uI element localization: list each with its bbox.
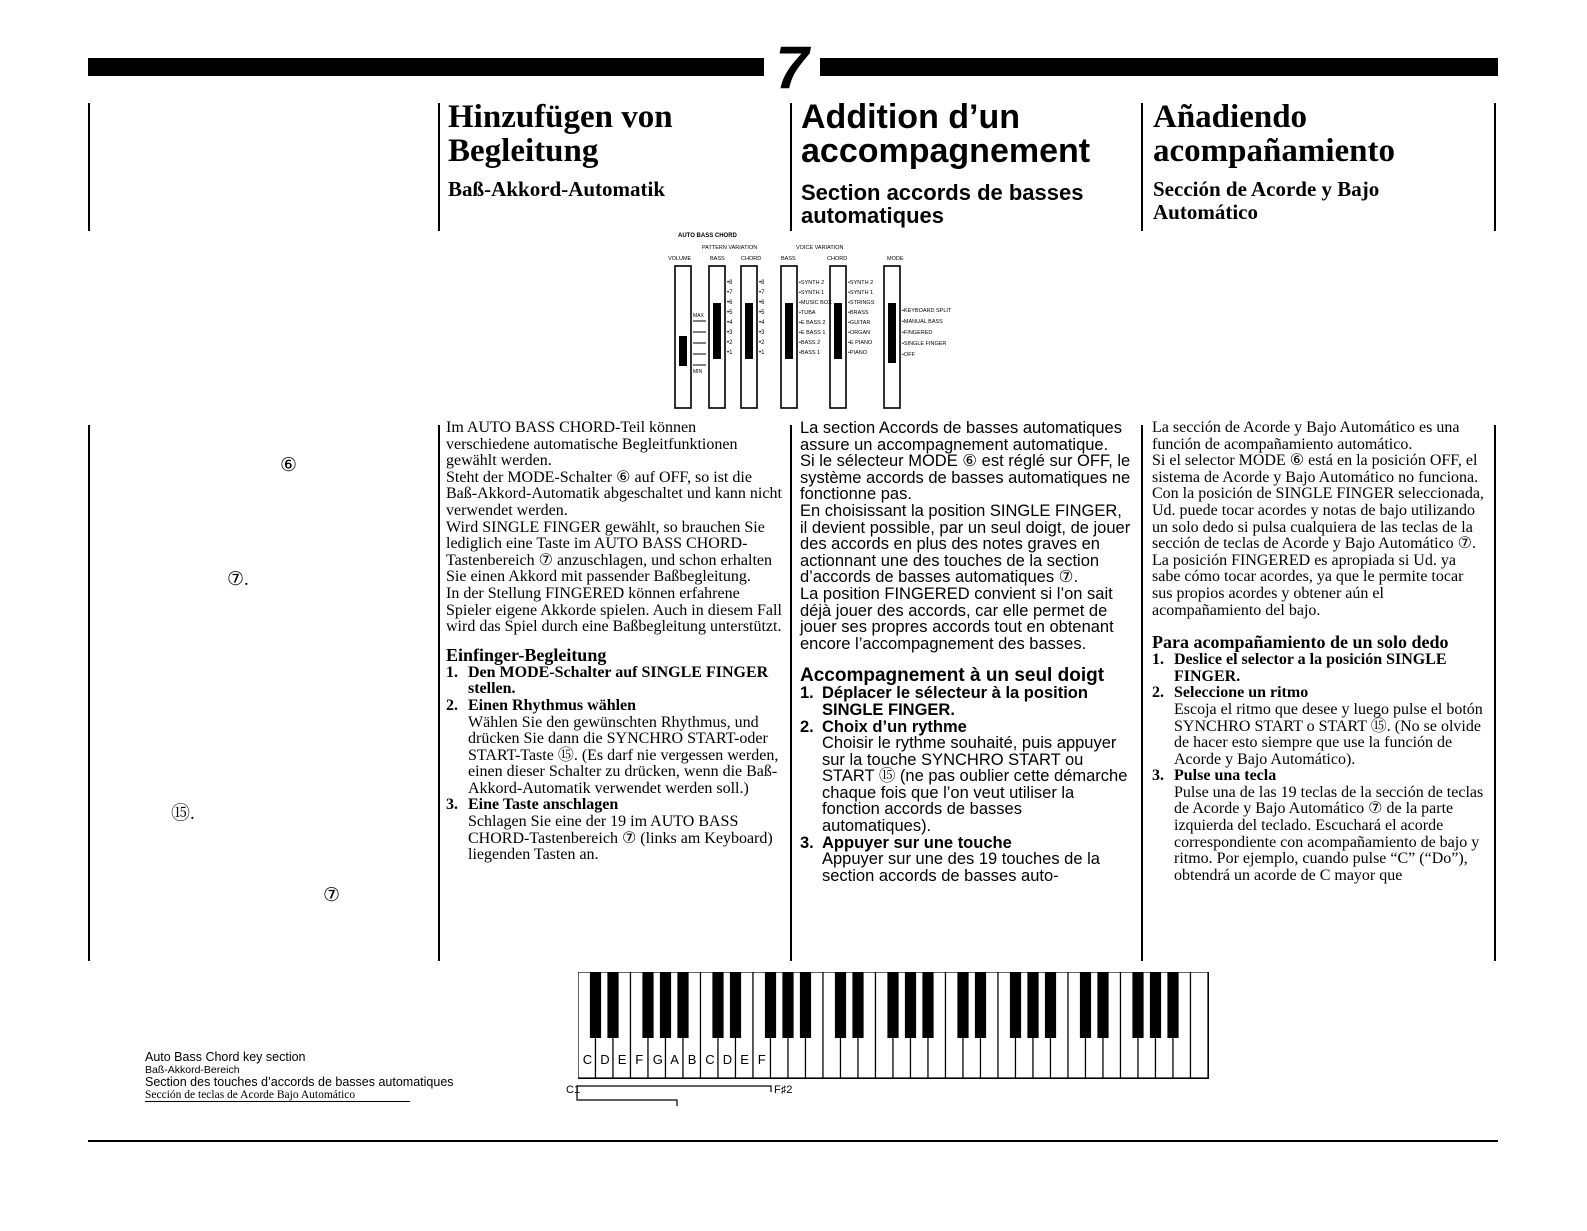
black-key <box>677 972 688 1038</box>
range-bracket <box>565 1080 795 1120</box>
mode-item: •SINGLE FINGER <box>902 341 947 347</box>
step-es-2 <box>1152 685 1486 768</box>
keyboard-section-labels <box>145 1051 454 1102</box>
black-key <box>1167 972 1178 1038</box>
rule-es-body <box>1141 425 1143 961</box>
key-label-b: B <box>687 1052 697 1067</box>
key-label-g: G <box>652 1052 663 1067</box>
voice-chord-item: •PIANO <box>848 350 868 356</box>
rule-fr-body <box>790 425 792 961</box>
section-label-en: Auto Bass Chord key section <box>145 1050 306 1064</box>
para-de-1: Im AUTO BASS CHORD-Teil können verschiedene automatische Begleitfunktionen gewählt werden. <box>446 419 738 470</box>
voice-chord-items <box>848 280 875 356</box>
bass-mark-6: •6 <box>727 300 733 306</box>
para-de-3: Wird SINGLE FINGER gewählt, so brauchen Sie lediglich eine Taste im AUTO BASS CHORD-Tastenbereich ⑦ anzuschlagen, und schon erhalten Sie einen Akkord mit passender Baßbegleitung. <box>446 518 772 586</box>
voice-bass-item: •BASS 1 <box>799 350 821 356</box>
rule-margin-top <box>88 103 90 231</box>
step-text: Schlagen Sie eine der 19 im AUTO BASS CHORD-Tastenbereich ⑦ (links am Keyboard) liegenden Tasten an. <box>468 813 773 864</box>
steps-fr <box>800 685 1132 884</box>
panel-group-left: PATTERN VARIATION <box>702 245 758 251</box>
step-title: Eine Taste anschlagen <box>468 796 619 814</box>
voice-bass-item: •MUSIC BOX <box>799 300 832 306</box>
black-key <box>1132 972 1143 1038</box>
page-number: 7 <box>775 34 809 101</box>
step-title: Pulse una tecla <box>1174 767 1277 785</box>
key-label-e: E <box>617 1052 627 1067</box>
black-key <box>590 972 601 1038</box>
section-title-es: Para acompañamiento de un solo dedo <box>1152 632 1449 653</box>
black-key <box>887 972 898 1038</box>
margin-ref-start: ⑮. <box>171 803 195 824</box>
body-de <box>446 420 782 864</box>
steps-es <box>1152 652 1486 884</box>
black-key <box>660 972 671 1038</box>
range-bracket-svg <box>565 1080 795 1120</box>
step-num: 2. <box>800 717 814 736</box>
voice-chord-item: •GUITAR <box>848 320 871 326</box>
knob-bass <box>713 303 721 359</box>
keyboard-svg <box>578 972 1218 1082</box>
step-de-3 <box>446 797 782 863</box>
mode-item: •MANUAL BASS <box>902 319 943 325</box>
step-title: Einen Rhythmus wählen <box>468 696 637 714</box>
margin-ref-keys: ⑦. <box>227 569 249 590</box>
slider-label-bass: BASS <box>710 256 725 262</box>
step-de-1 <box>446 665 782 698</box>
step-title: Appuyer sur une touche <box>822 833 1012 852</box>
title-fr: Addition d’un accompagnement <box>801 98 1091 170</box>
para-fr-1: La section Accords de basses automatiques assure un accompagnement automatique. <box>800 419 1122 454</box>
black-key <box>852 972 863 1038</box>
step-num: 3. <box>800 833 814 852</box>
voice-bass-item: •TUBA <box>799 310 816 316</box>
section-label-es: Sección de teclas de Acorde Bajo Automático <box>145 1089 410 1103</box>
black-key <box>975 972 986 1038</box>
rule-fr-top <box>790 103 792 231</box>
keyboard-illustration <box>578 972 1218 1082</box>
para-es-4: La posición FINGERED es apropiada si Ud. ya sabe cómo tocar acordes, ya que le permite tocar sus propios acordes y obtener aún el acompañamiento del bajo. <box>1152 551 1464 619</box>
bass-mark-8: •8 <box>727 280 733 286</box>
knob-mode <box>888 303 896 363</box>
range-start-label: C1 <box>566 1084 581 1096</box>
step-es-3 <box>1152 768 1486 884</box>
step-num: 3. <box>446 796 458 814</box>
key-label-f: F <box>757 1052 766 1067</box>
knob-volume <box>679 336 687 366</box>
rule-margin-body <box>88 425 90 961</box>
subtitle-fr: Section accords de basses automatiques <box>801 180 1084 228</box>
chord-mark-6: •6 <box>759 300 765 306</box>
voice-chord-item: •STRINGS <box>848 300 875 306</box>
voice-chord-item: •BRASS <box>848 310 869 316</box>
step-num: 2. <box>446 696 458 714</box>
mode-item: •OFF <box>902 352 915 358</box>
panel-header: AUTO BASS CHORD <box>678 233 737 239</box>
black-key <box>712 972 723 1038</box>
body-fr <box>800 420 1132 884</box>
para-fr-4: La position FINGERED convient si l’on sait déjà jouer des accords, car elle permet de jouer ses propres accords tout en obtenant encore l’accompagnement des basses. <box>800 584 1114 653</box>
step-fr-1 <box>800 685 1132 718</box>
black-key <box>765 972 776 1038</box>
bass-mark-3: •3 <box>727 330 733 336</box>
black-key <box>1045 972 1056 1038</box>
bass-mark-1: •1 <box>727 350 733 356</box>
rule-de-top <box>438 103 440 231</box>
mode-item: •KEYBOARD SPLIT <box>902 308 952 314</box>
black-key <box>730 972 741 1038</box>
step-title: Deslice el selector a la posición SINGLE FINGER. <box>1174 651 1447 685</box>
step-text: Escoja el ritmo que desee y luego pulse el botón SYNCHRO START o START ⑮. (No se olvide de hacer esto siempre que use la función de Acorde y Bajo Automático). <box>1174 700 1483 768</box>
step-de-2 <box>446 698 782 798</box>
black-key <box>1027 972 1038 1038</box>
volume-mark-max: MAX <box>693 313 704 319</box>
step-text: Choisir le rythme souhaité, puis appuyer sur la touche SYNCHRO START ou START ⑮ (ne pas oublier cette démarche chaque fois que l’on veut utiliser la fonction accords de basses automatiques). <box>822 734 1128 836</box>
mode-item: •FINGERED <box>902 330 933 336</box>
black-key <box>1010 972 1021 1038</box>
white-key <box>1191 972 1209 1078</box>
step-num: 1. <box>800 684 814 703</box>
step-fr-3 <box>800 835 1132 885</box>
bass-mark-7: •7 <box>727 290 733 296</box>
body-es <box>1152 420 1486 884</box>
step-text: Wählen Sie den gewünschten Rhythmus, und drücken Sie dann die SYNCHRO START-oder START-Taste ⑮. (Es darf nie vergessen werden, einen dieser Schalter zu drücken, wenn die Baß-Akkord-Automatik verwendet werden soll.) <box>468 713 779 797</box>
heading-fr <box>801 100 1131 227</box>
para-fr-3: En choisissant la position SINGLE FINGER, il devient possible, par un seul doigt, de jouer des accords en plus des notes graves en actionnant une des touches de la section d’accords de basses automatiques ⑦. <box>800 501 1131 587</box>
key-label-c: C <box>705 1052 715 1067</box>
para-de-2: Steht der MODE-Schalter ⑥ auf OFF, so ist die Baß-Akkord-Automatik abgeschaltet und kann nicht verwendet werden. <box>446 468 782 519</box>
key-label-e: E <box>740 1052 749 1067</box>
chord-mark-7: •7 <box>759 290 765 296</box>
title-es: Añadiendo acompañamiento <box>1153 99 1395 169</box>
voice-bass-item: •SYNTH 1 <box>799 290 825 296</box>
section-title-fr: Accompagnement à un seul doigt <box>800 665 1105 687</box>
chord-mark-4: •4 <box>759 320 765 326</box>
bass-mark-4: •4 <box>727 320 733 326</box>
bass-mark-5: •5 <box>727 310 733 316</box>
step-num: 2. <box>1152 684 1164 702</box>
step-title: Choix d’un rythme <box>822 717 967 736</box>
subtitle-de: Baß-Akkord-Automatik <box>448 177 666 201</box>
chord-mark-2: •2 <box>759 340 765 346</box>
rule-right-top <box>1494 103 1496 231</box>
margin-ref-keys-2: ⑦ <box>323 885 341 906</box>
para-de-4: In der Stellung FINGERED können erfahrene Spieler eigene Akkorde spielen. Auch in diesem Fall wird das Spiel durch eine Baßbegleitung unterstützt. <box>446 584 782 636</box>
key-label-a: A <box>670 1052 679 1067</box>
heading-de <box>448 100 778 201</box>
volume-mark-min: MIN <box>693 369 703 375</box>
knob-voice-bass <box>785 303 793 359</box>
para-es-2: Si el selector MODE ⑥ está en la posición OFF, el sistema de Acorde y Bajo Automático no funciona. <box>1152 452 1479 486</box>
panel-group-right: VOICE VARIATION <box>796 245 844 251</box>
step-es-1 <box>1152 652 1486 685</box>
black-key <box>642 972 653 1038</box>
heading-es <box>1153 100 1483 224</box>
key-label-d: D <box>722 1052 733 1067</box>
margin-ref-mode: ⑥ <box>280 455 298 476</box>
step-num: 3. <box>1152 767 1164 785</box>
title-de: Hinzufügen von Begleitung <box>448 99 673 169</box>
voice-chord-item: •SYNTH 1 <box>848 290 874 296</box>
knob-voice-chord <box>834 303 842 359</box>
step-num: 1. <box>446 663 458 681</box>
black-key <box>800 972 811 1038</box>
voice-bass-item: •E BASS 1 <box>799 330 826 336</box>
header-rule-left <box>88 58 764 76</box>
header-rule-right <box>820 58 1498 76</box>
chord-mark-1: •1 <box>759 350 765 356</box>
black-key <box>835 972 846 1038</box>
step-text: Appuyer sur une des 19 touches de la section accords de basses auto- <box>822 850 1100 885</box>
voice-bass-item: •E BASS 2 <box>799 320 826 326</box>
step-num: 1. <box>1152 651 1164 669</box>
voice-bass-item: •SYNTH 2 <box>799 280 825 286</box>
key-label-f: F <box>635 1052 644 1067</box>
steps-de <box>446 665 782 864</box>
step-title: Déplacer le sélecteur à la position SINGLE FINGER. <box>822 684 1088 719</box>
voice-chord-item: •E PIANO <box>848 340 873 346</box>
para-es-3: Con la posición de SINGLE FINGER seleccionada, Ud. puede tocar acordes y notas de bajo utilizando un solo dedo si pulsa cualquiera de las teclas de la sección de teclas de Acorde y Bajo Automático ⑦. <box>1152 485 1484 553</box>
black-key <box>1150 972 1161 1038</box>
auto-bass-chord-panel <box>660 228 960 413</box>
slider-label-voice-chord: CHORD <box>827 256 848 262</box>
black-key <box>607 972 618 1038</box>
voice-bass-item: •BASS 2 <box>799 340 821 346</box>
key-label-c: C <box>582 1052 593 1067</box>
black-key <box>922 972 933 1038</box>
para-fr-2: Si le sélecteur MODE ⑥ est réglé sur OFF, le système accords de basses automatiques ne fonctionne pas. <box>800 452 1131 504</box>
black-key <box>1097 972 1108 1038</box>
key-label-d: D <box>600 1052 610 1067</box>
chord-number-marks <box>759 280 765 356</box>
step-text: Pulse una de las 19 teclas de la sección de teclas de Acorde y Bajo Automático ⑦ de la parte izquierda del teclado. Escuchará el acorde correspondiente con acompañamiento de bajo y ritmo. Por ejemplo, cuando pulse “C” (“Do”), obtendrá un acorde de C mayor que <box>1174 783 1484 884</box>
rule-right-body <box>1494 425 1496 961</box>
black-key <box>1080 972 1091 1038</box>
para-es-1: La sección de Acorde y Bajo Automático es una función de acompañamiento automático. <box>1152 419 1460 453</box>
mode-items <box>902 308 952 358</box>
voice-chord-item: •ORGAN <box>848 330 871 336</box>
voice-chord-item: •SYNTH 2 <box>848 280 874 286</box>
slider-label-mode: MODE <box>887 256 904 262</box>
slider-label-volume: VOLUME <box>668 256 692 262</box>
step-title: Den MODE-Schalter auf SINGLE FINGER stellen. <box>468 663 769 698</box>
black-key <box>905 972 916 1038</box>
chord-mark-5: •5 <box>759 310 765 316</box>
voice-bass-items <box>799 280 832 356</box>
rule-de-body <box>438 425 440 961</box>
subtitle-es: Sección de Acorde y Bajo Automático <box>1153 177 1380 224</box>
black-key <box>957 972 968 1038</box>
step-fr-2 <box>800 719 1132 835</box>
panel-svg <box>660 228 960 413</box>
bass-mark-2: •2 <box>727 340 733 346</box>
bass-number-marks <box>727 280 733 356</box>
footer-rule <box>88 1140 1498 1142</box>
section-label-fr: Section des touches d’accords de basses automatiques <box>145 1075 454 1089</box>
section-label-de: Baß-Akkord-Bereich <box>145 1063 240 1076</box>
knob-chord <box>745 303 753 359</box>
slider-label-voice-bass: BASS <box>781 256 796 262</box>
chord-mark-8: •8 <box>759 280 765 286</box>
range-end-label: F♯2 <box>774 1084 793 1096</box>
section-title-de: Einfinger-Begleitung <box>446 644 607 665</box>
rule-es-top <box>1141 103 1143 231</box>
chord-mark-3: •3 <box>759 330 765 336</box>
step-title: Seleccione un ritmo <box>1174 684 1309 702</box>
slider-label-chord: CHORD <box>741 256 762 262</box>
black-key <box>782 972 793 1038</box>
